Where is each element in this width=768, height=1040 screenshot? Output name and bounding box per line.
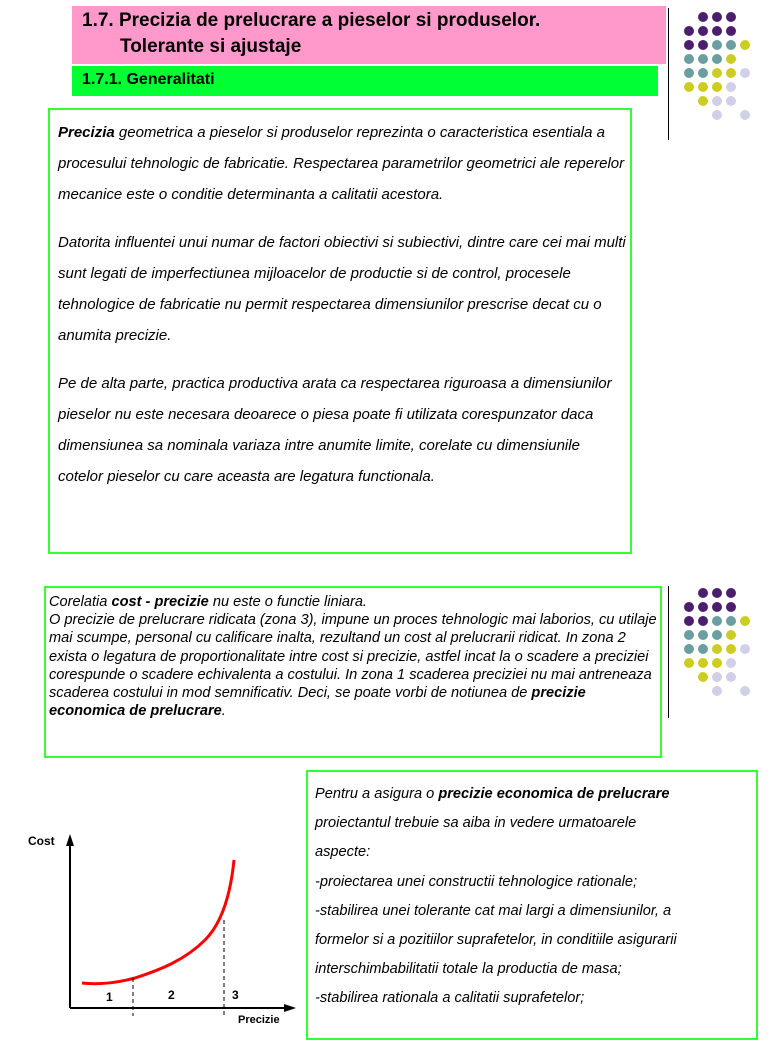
decorative-dot: [698, 616, 708, 626]
aspects-line-3: aspecte:: [315, 844, 371, 861]
decorative-dot: [740, 616, 750, 626]
decorative-dot: [712, 602, 722, 612]
zone-label-3: 3: [232, 988, 239, 1002]
zone-label-2: 2: [168, 988, 175, 1002]
decorative-dot: [712, 110, 722, 120]
correlation-text: [49, 593, 665, 720]
decorative-dot: [698, 96, 708, 106]
decorative-dot: [698, 644, 708, 654]
decorative-dot: [712, 68, 722, 78]
decorative-dot: [712, 26, 722, 36]
decorative-dot: [726, 588, 736, 598]
decorative-dot: [684, 616, 694, 626]
decorative-dot: [712, 96, 722, 106]
decorative-dot: [684, 630, 694, 640]
aspects-l1-pre: Pentru a asigura o: [315, 786, 439, 802]
decorative-dot: [712, 658, 722, 668]
decorative-dot: [726, 40, 736, 50]
decorative-dot: [712, 588, 722, 598]
intro-text: [58, 117, 628, 509]
intro-paragraph-2: Datorita influentei unui numar de factori obiectivi si subiectivi, dintre care cei mai multi sunt legati de imperfectiunea mijloacelor de productie si de control, procesele tehnologice de fabricatie nu permit respectarea dimensiunilor prescrise decat cu o anumita precizie.: [58, 234, 626, 344]
decorative-dot: [726, 658, 736, 668]
decorative-dot: [684, 644, 694, 654]
decorative-dot: [684, 82, 694, 92]
cost-curve: [82, 860, 234, 984]
page-title-line2: Tolerante si ajustaje: [120, 36, 302, 57]
decorative-dot: [740, 40, 750, 50]
y-axis-label: Cost: [28, 834, 55, 848]
aspects-line-7: interschimbabilitatii totale la productia de masa;: [315, 961, 622, 978]
aspects-line-5: -stabilirea unei tolerante cat mai largi a dimensiunilor, a: [315, 902, 672, 919]
aspects-line-2: proiectantul trebuie sa aiba in vedere urmatoarele: [315, 815, 637, 832]
precizie-economica-term: precizie economica de prelucrare: [49, 685, 586, 720]
decorative-dot: [726, 96, 736, 106]
correlation-t1: Corelatia: [49, 594, 112, 610]
intro-paragraph-3: Pe de alta parte, practica productiva arata ca respectarea riguroasa a dimensiunilor pieselor nu este necesara deoarece o piesa poate fi utilizata corespunzator daca dimensiunea sa nominala variaza intre anumite limite, corelate cu dimensiunile cotelor pieselor cu care aceasta are legatura functionala.: [58, 375, 612, 485]
divider-line: [668, 8, 669, 140]
aspects-line-4: -proiectarea unei constructii tehnologice rationale;: [315, 873, 638, 890]
decorative-dot: [726, 616, 736, 626]
decorative-dot: [698, 672, 708, 682]
divider-line-2: [668, 586, 669, 718]
zone-label-1: 1: [106, 990, 113, 1004]
decorative-dot: [712, 12, 722, 22]
cost-precizie-term: cost - precizie: [111, 594, 209, 610]
decorative-dot: [698, 658, 708, 668]
aspects-l1-bold: precizie economica de prelucrare: [438, 786, 670, 802]
aspects-text: [315, 780, 755, 1014]
decorative-dot: [698, 602, 708, 612]
cost-precision-chart: [20, 820, 300, 1024]
decorative-dot: [712, 644, 722, 654]
decorative-dot: [698, 12, 708, 22]
decorative-dot: [698, 40, 708, 50]
decorative-dot: [684, 658, 694, 668]
decorative-dot: [684, 602, 694, 612]
correlation-t2-end: .: [221, 703, 226, 720]
decorative-dot: [726, 602, 736, 612]
decorative-dot: [712, 40, 722, 50]
decorative-dot: [684, 54, 694, 64]
aspects-line-6: formelor si a pozitiilor suprafetelor, in conditiile asigurarii: [315, 932, 677, 949]
decorative-dot: [698, 82, 708, 92]
correlation-t2: O precizie de prelucrare ridicata (zona 3), impune un proces tehnologic mai laborios, cu utilaje mai scumpe, personal cu calificare inalta, rezultand un cost al prelucrarii ridicat. In zona 2 exista o legatura de proportionalitate intre cost si precizie, astfel incat la o scadere a preciziei corespunde o scadere echivalenta a costului. In zona 1 scaderea preciziei nu mai antreneaza scaderea costului in mod semnificativ. Deci, se poate vorbi de notiunea de: [49, 612, 657, 702]
y-axis-arrow: [66, 834, 74, 846]
intro-paragraph-1: [58, 117, 628, 210]
decorative-dot: [726, 672, 736, 682]
decorative-dot: [698, 68, 708, 78]
decorative-dot: [684, 40, 694, 50]
decorative-dot: [698, 54, 708, 64]
decorative-dot: [726, 82, 736, 92]
x-axis-arrow: [284, 1004, 296, 1012]
decorative-dot: [712, 54, 722, 64]
decorative-dot: [726, 644, 736, 654]
decorative-dot: [712, 630, 722, 640]
decorative-dot: [712, 82, 722, 92]
decorative-dot: [726, 68, 736, 78]
correlation-t1-rest: nu este o functie liniara.: [208, 594, 367, 610]
decorative-dot: [726, 54, 736, 64]
aspects-line-8: -stabilirea rationala a calitatii suprafetelor;: [315, 990, 585, 1007]
page-title: 1.7. Precizia de prelucrare a pieselor si produselor.: [82, 10, 541, 31]
decorative-dot: [726, 26, 736, 36]
decorative-dot: [712, 672, 722, 682]
decorative-dot: [712, 686, 722, 696]
decorative-dot: [698, 26, 708, 36]
decorative-dot: [684, 26, 694, 36]
decorative-dot: [740, 644, 750, 654]
decorative-dot: [740, 110, 750, 120]
decorative-dot: [684, 68, 694, 78]
aspects-line-1: [315, 780, 755, 809]
section-subtitle: 1.7.1. Generalitati: [82, 71, 215, 88]
decorative-dot: [740, 68, 750, 78]
decorative-dot: [712, 616, 722, 626]
intro-p1-rest: geometrica a pieselor si produselor reprezinta o caracteristica esentiala a procesului tehnologic de fabricatie. Respectarea parametrilor geometrici ale reperelor mecanice este o conditie determinanta a calitatii acestora.: [58, 124, 625, 203]
decorative-dot: [698, 588, 708, 598]
decorative-dot: [740, 686, 750, 696]
x-axis-label: Precizie: [238, 1014, 280, 1024]
decorative-dot: [726, 12, 736, 22]
decorative-dot: [698, 630, 708, 640]
decorative-dot: [726, 630, 736, 640]
precizia-term: Precizia: [58, 124, 115, 141]
